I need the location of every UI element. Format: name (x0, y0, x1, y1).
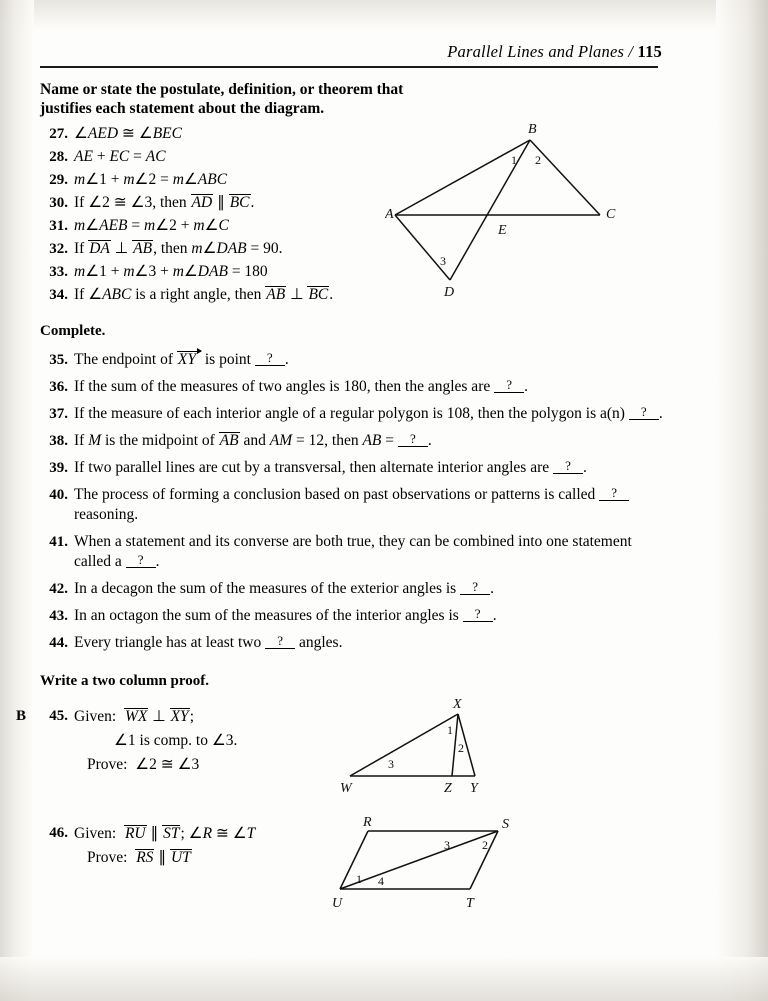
given-label: Given: (74, 708, 117, 725)
exercise-text: The endpoint of XY is point ? . (74, 350, 289, 368)
exercise-item (40, 239, 400, 259)
label-d: D (444, 285, 455, 300)
instruction-complete: Complete. (40, 323, 106, 339)
exercise-text: AE + EC = AC (74, 148, 166, 165)
exercise-item (40, 124, 400, 144)
exercise-number: 32. (49, 241, 68, 257)
figure-aed-svg (385, 120, 635, 300)
answer-blank: ? (629, 405, 659, 420)
exercise-list-complete (40, 350, 664, 653)
exercise-item (40, 193, 400, 213)
exercise-item (40, 633, 664, 653)
exercise-text: m∠1 + m∠2 = m∠ABC (74, 171, 228, 188)
exercise-text: The process of forming a conclusion based on past observations or patterns is called ? reasoning. (74, 485, 664, 525)
exercise-text: m∠1 + m∠3 + m∠DAB = 180 (74, 263, 268, 280)
instruction-postulate: Name or state the postulate, definition, or theorem that justifies each statement about the diagram. (40, 81, 404, 117)
label-angle-1: 1 (447, 723, 453, 737)
instruction-two-column-proof: Write a two column proof. (40, 673, 210, 689)
page-edge-left (0, 0, 34, 1001)
label-t: T (466, 896, 474, 911)
label-a: A (385, 207, 394, 222)
label-angle-1: 1 (511, 153, 517, 167)
answer-blank: ? (398, 432, 428, 447)
header-rule (40, 66, 658, 68)
page-header (40, 42, 664, 72)
answer-blank: ? (494, 378, 524, 393)
prove-label: Prove: (87, 849, 128, 866)
exercise-text: If ∠ABC is a right angle, then AB ⊥ BC. (74, 286, 334, 303)
exercise-text: m∠AEB = m∠2 + m∠C (74, 217, 229, 234)
exercise-item (40, 377, 664, 397)
exercise-number: 42. (49, 581, 68, 597)
given-statement-1: WX ⊥ XY; (124, 708, 194, 725)
exercise-number: 43. (49, 608, 68, 624)
exercise-text: If DA ⊥ AB, then m∠DAB = 90. (74, 240, 283, 257)
figure-rsut-svg (330, 817, 540, 917)
answer-blank: ? (599, 486, 629, 501)
given-statement-1: RU ∥ ST; ∠R ≅ ∠T (124, 825, 256, 842)
label-e: E (498, 223, 507, 238)
page-edge-bottom (0, 957, 768, 1001)
exercise-text: If two parallel lines are cut by a transversal, then alternate interior angles are ? . (74, 458, 587, 476)
exercise-item (40, 458, 664, 478)
given-statement-2: ∠1 is comp. to ∠3. (114, 732, 238, 749)
exercise-number: 33. (49, 264, 68, 280)
exercise-item (40, 216, 400, 236)
exercise-number: 35. (49, 352, 68, 368)
label-c: C (606, 207, 616, 222)
exercise-item (40, 532, 664, 572)
exercise-text: ∠AED ≅ ∠BEC (74, 125, 182, 142)
figure-wxy-svg (340, 696, 540, 806)
exercise-number: 37. (49, 406, 68, 422)
proof-46 (40, 817, 664, 918)
prove-statement: ∠2 ≅ ∠3 (131, 756, 200, 773)
page-edge-top (0, 0, 768, 30)
exercise-number: 36. (49, 379, 68, 395)
answer-blank: ? (460, 580, 490, 595)
exercise-item (40, 431, 664, 451)
section-letter-b: B (16, 708, 27, 724)
exercise-text: When a statement and its converse are both true, they can be combined into one statement called a ? . (74, 533, 632, 570)
exercise-text: If the sum of the measures of two angles is 180, then the angles are ? . (74, 377, 528, 395)
exercise-item (40, 579, 664, 599)
exercise-group-35-44 (40, 350, 664, 653)
exercise-number: 27. (49, 126, 68, 142)
exercise-number: 41. (49, 534, 68, 550)
prove-statement: RS ∥ UT (136, 849, 191, 866)
exercise-item (40, 350, 664, 370)
exercise-number: 39. (49, 460, 68, 476)
label-angle-3: 3 (388, 757, 394, 771)
exercise-item (40, 285, 400, 305)
exercise-text: In a decagon the sum of the measures of the exterior angles is ? . (74, 579, 494, 597)
exercise-item (40, 147, 400, 167)
answer-blank: ? (126, 553, 156, 568)
label-angle-2: 2 (535, 153, 541, 167)
label-angle-3: 3 (444, 838, 450, 852)
exercise-number: 29. (49, 172, 68, 188)
exercise-number: 40. (49, 487, 68, 503)
prove-label: Prove: (87, 756, 128, 773)
label-angle-1: 1 (356, 872, 362, 886)
exercise-item (40, 606, 664, 626)
exercise-item (40, 262, 400, 282)
page-number: 115 (637, 42, 662, 61)
exercise-item (40, 485, 664, 525)
exercise-text: Every triangle has at least two ? angles. (74, 633, 343, 651)
exercise-text: In an octagon the sum of the measures of the interior angles is ? . (74, 606, 497, 624)
label-z: Z (444, 781, 452, 796)
figure-parallelogram-rstu (330, 817, 540, 922)
page-edge-right (716, 0, 768, 1001)
exercise-text: If the measure of each interior angle of a regular polygon is 108, then the polygon is a(n) ? . (74, 404, 663, 422)
label-r: R (363, 817, 372, 830)
exercise-number: 28. (49, 149, 68, 165)
running-head-title: Parallel Lines and Planes / (447, 42, 634, 61)
figure-triangle-wxy (340, 696, 540, 811)
exercise-item (40, 404, 664, 424)
exercise-number: 46. (49, 825, 68, 841)
exercise-group-27-34 (40, 124, 664, 309)
exercise-list-postulate (40, 124, 400, 305)
exercise-number: 38. (49, 433, 68, 449)
label-s: S (502, 817, 509, 832)
running-head (447, 42, 662, 62)
page-content (16, 42, 664, 918)
label-x: X (453, 697, 462, 712)
label-angle-2: 2 (458, 741, 464, 755)
exercise-number: 31. (49, 218, 68, 234)
exercise-number: 45. (49, 708, 68, 724)
label-w: W (340, 781, 352, 796)
figure-quadrilateral-abcd (385, 120, 635, 305)
label-y: Y (470, 781, 478, 796)
given-label: Given: (74, 825, 117, 842)
answer-blank: ? (553, 459, 583, 474)
answer-blank: ? (255, 351, 285, 366)
label-angle-3: 3 (440, 254, 446, 268)
label-angle-4: 4 (378, 874, 384, 888)
label-b: B (528, 122, 537, 137)
exercise-number: 34. (49, 287, 68, 303)
answer-blank: ? (265, 634, 295, 649)
proof-45 (16, 697, 664, 811)
exercise-text: If ∠2 ≅ ∠3, then AD ∥ BC. (74, 194, 255, 211)
exercise-number: 44. (49, 635, 68, 651)
exercise-text: If M is the midpoint of AB and AM = 12, then AB = ? . (74, 431, 432, 449)
exercise-item (40, 170, 400, 190)
exercise-number: 30. (49, 195, 68, 211)
answer-blank: ? (463, 607, 493, 622)
label-u: U (332, 896, 343, 911)
label-angle-2: 2 (482, 838, 488, 852)
